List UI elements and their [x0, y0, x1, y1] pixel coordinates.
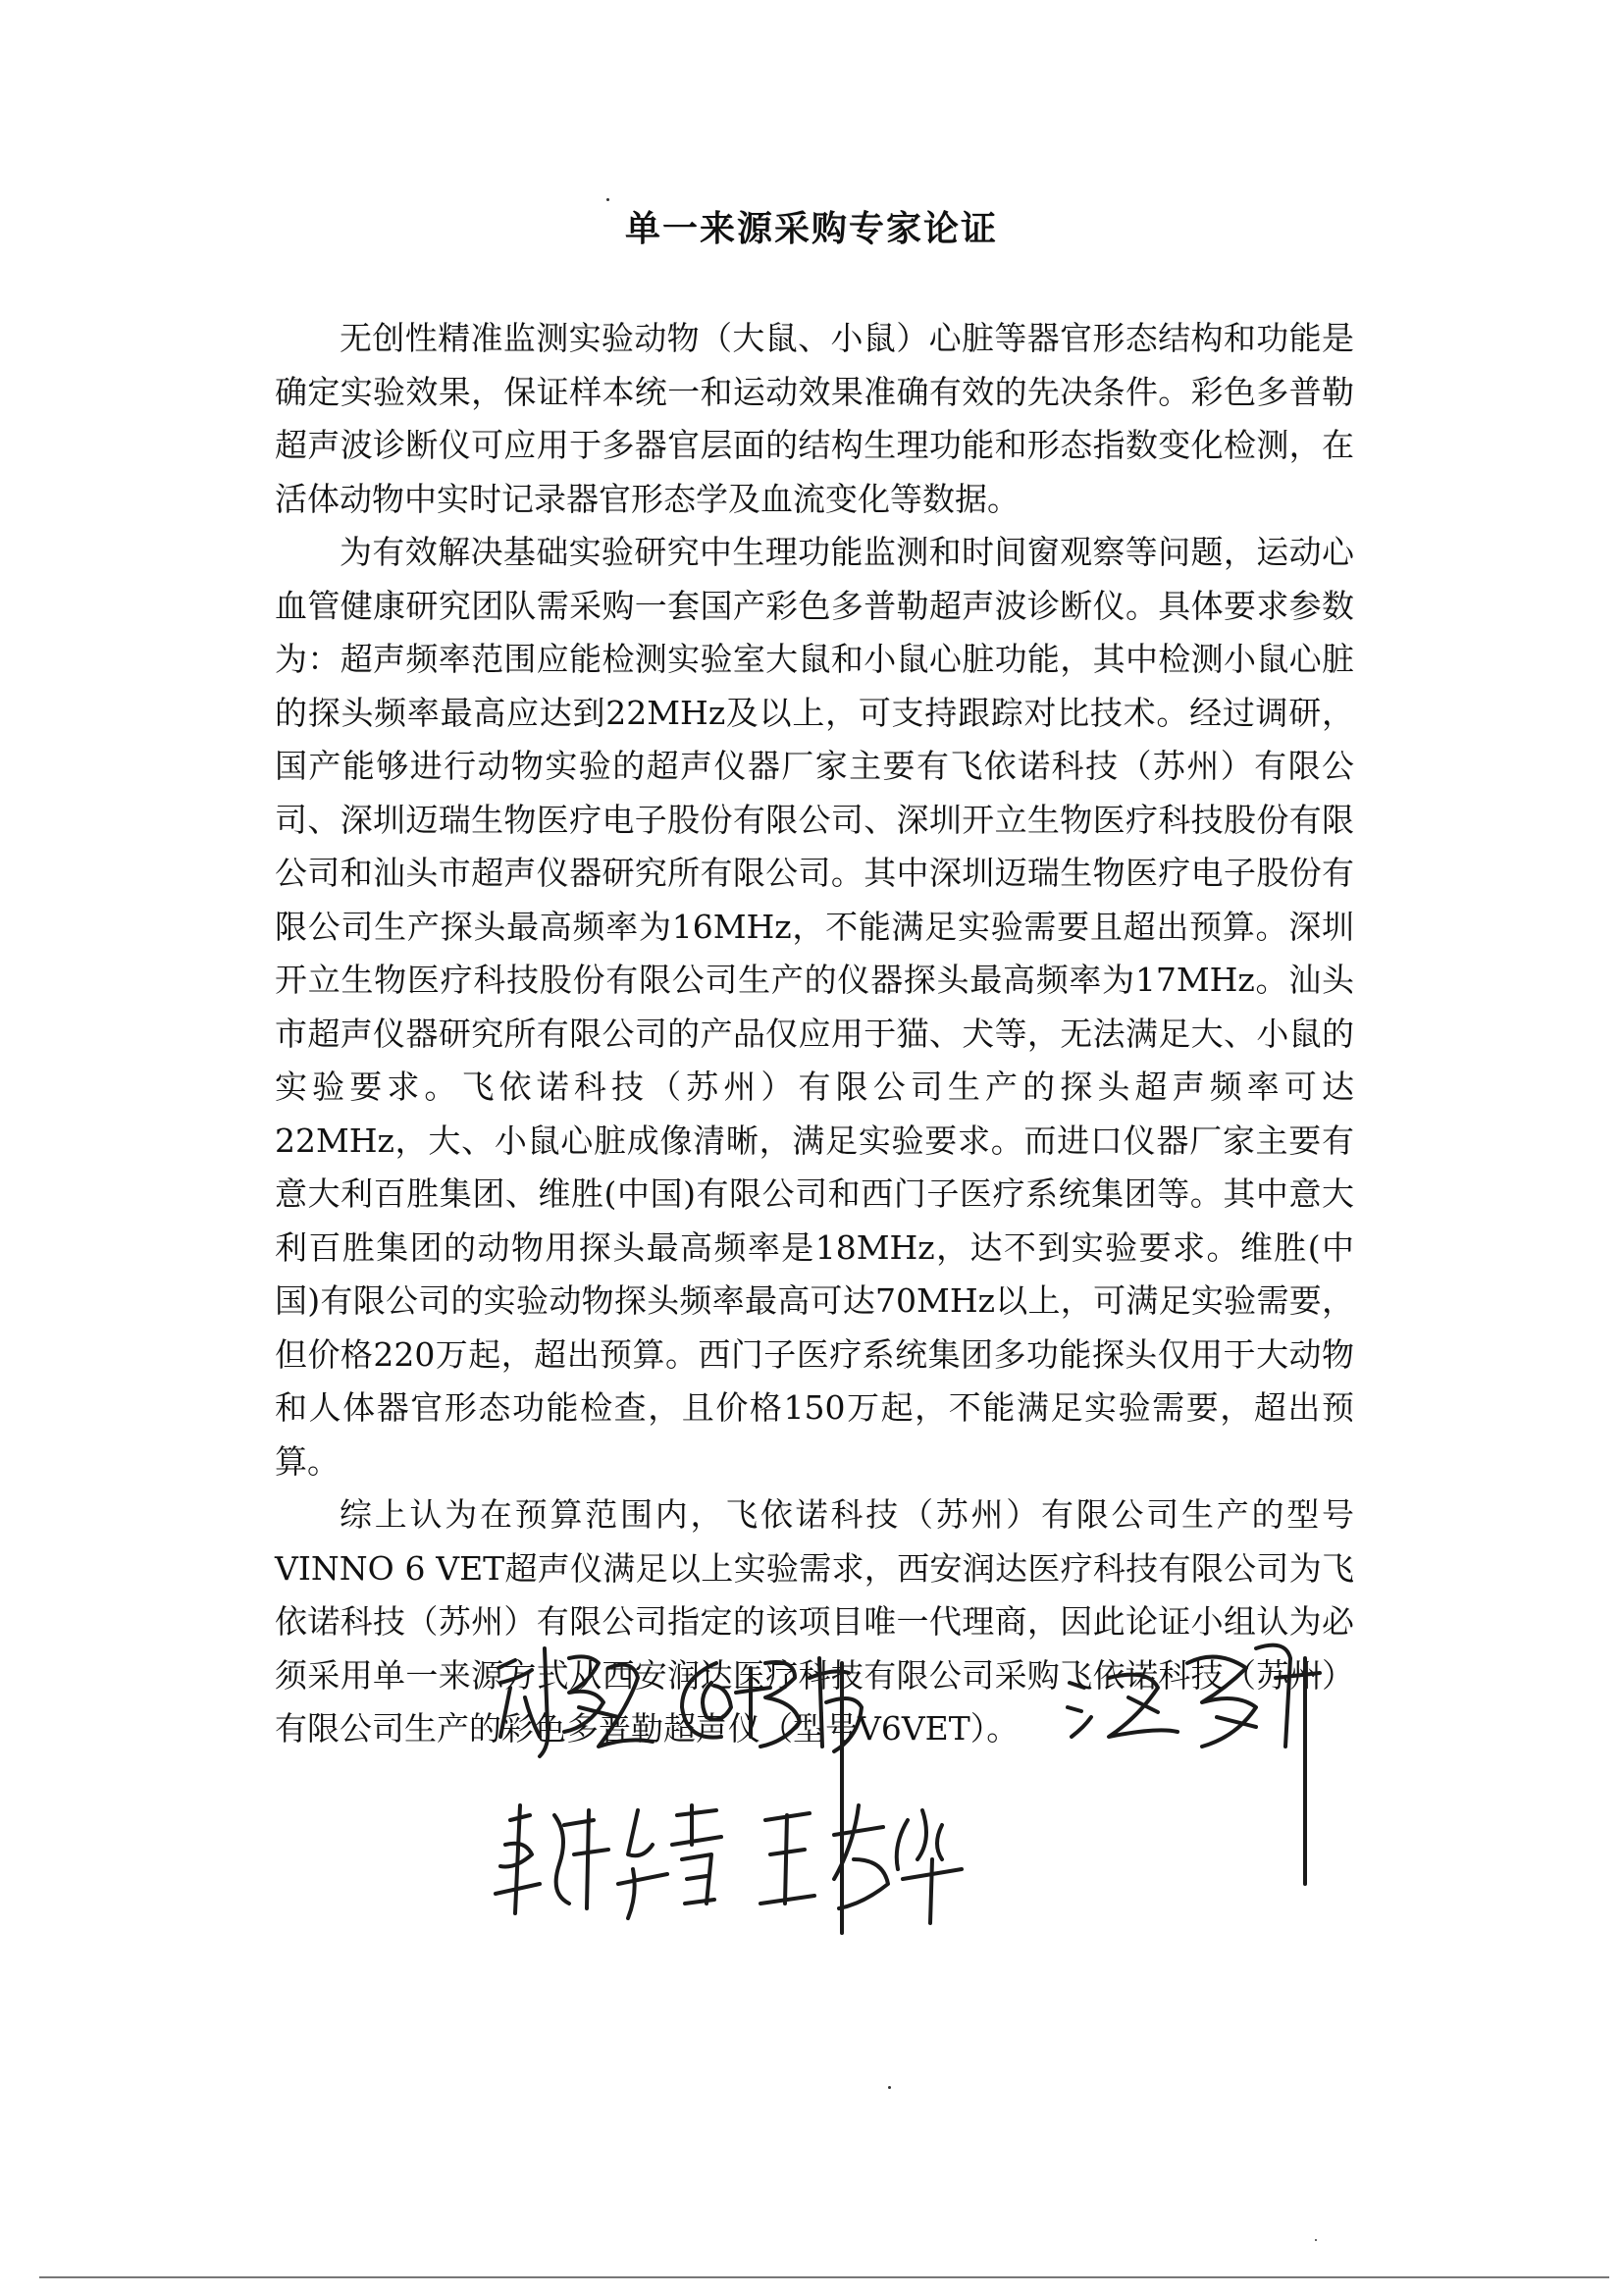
- signature-block: [471, 1609, 1354, 1943]
- document-body: [275, 312, 1354, 1756]
- signature-4: [496, 1805, 721, 1918]
- scan-speck: [888, 2086, 891, 2089]
- signature-1: [498, 1648, 653, 1756]
- signature-3: [1068, 1645, 1320, 1884]
- paragraph-3: 综上认为在预算范围内，飞依诺科技（苏州）有限公司生产的型号VINNO 6 VET超声仪满足以上实验需求，西安润达医疗科技有限公司为飞依诺科技（苏州）有限公司指定的该项目唯一代理商，因此论证小组认为必须采用单一来源方式从西安润达医疗科技有限公司采购飞依诺科技（苏州）有限公司生产的彩色多普勒超声仪（型号V6VET）。: [275, 1495, 1354, 1748]
- scan-speck: [1315, 2239, 1317, 2241]
- scan-speck: [606, 198, 609, 201]
- paragraph-2: 为有效解决基础实验研究中生理功能监测和时间窗观察等问题，运动心血管健康研究团队需采购一套国产彩色多普勒超声波诊断仪。具体要求参数为：超声频率范围应能检测实验室大鼠和小鼠心脏功能，其中检测小鼠心脏的探头频率最高应达到22MHz及以上，可支持跟踪对比技术。经过调研，国产能够进行动物实验的超声仪器厂家主要有飞依诺科技（苏州）有限公司、深圳迈瑞生物医疗电子股份有限公司、深圳开立生物医疗科技股份有限公司和汕头市超声仪器研究所有限公司。其中深圳迈瑞生物医疗电子股份有限公司生产探头最高频率为16MHz，不能满足实验需要且超出预算。深圳开立生物医疗科技股份有限公司生产的仪器探头最高频率为17MHz。汕头市超声仪器研究所有限公司的产品仅应用于猫、犬等，无法满足大、小鼠的实验要求。飞依诺科技（苏州）有限公司生产的探头超声频率可达22MHz，大、小鼠心脏成像清晰，满足实验要求。而进口仪器厂家主要有意大利百胜集团、维胜(中国)有限公司和西门子医疗系统集团等。其中意大利百胜集团的动物用探头最高频率是18MHz，达不到实验要求。维胜(中国)有限公司的实验动物探头频率最高可达70MHz以上，可满足实验需要，但价格220万起，超出预算。西门子医疗系统集团多功能探头仅用于大动物和人体器官形态功能检查，且价格150万起，不能满足实验需要，超出预算。: [275, 533, 1354, 1481]
- paragraph-1: 无创性精准监测实验动物（大鼠、小鼠）心脏等器官形态结构和功能是确定实验效果，保证样本统一和运动效果准确有效的先决条件。彩色多普勒超声波诊断仪可应用于多器官层面的结构生理功能和形态指数变化检测，在活体动物中实时记录器官形态学及血流变化等数据。: [275, 319, 1354, 518]
- document-title: 单一来源采购专家论证: [624, 208, 998, 249]
- scan-edge-line: [39, 2276, 1609, 2278]
- signature-5: [760, 1805, 962, 1923]
- handwritten-signatures: [471, 1609, 1354, 1943]
